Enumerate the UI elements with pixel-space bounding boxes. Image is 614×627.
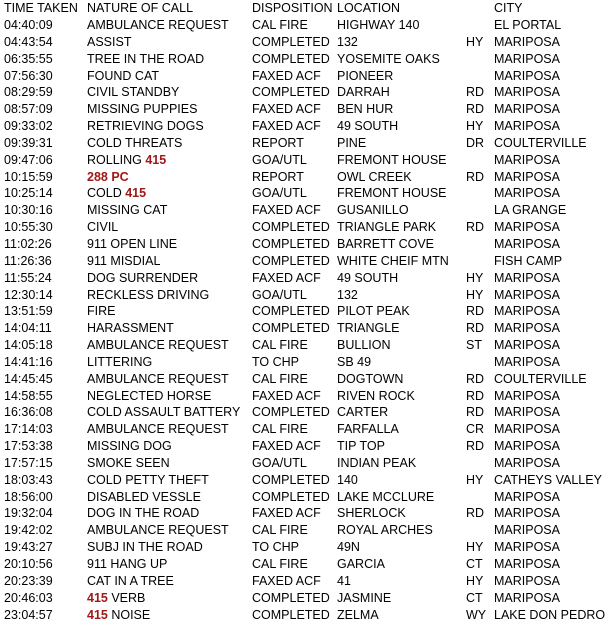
street-suffix-cell: CT xyxy=(466,590,483,605)
time-cell: 06:35:55 xyxy=(4,51,53,66)
location-cell: ROYAL ARCHES xyxy=(337,523,433,538)
location-cell: BEN HUR xyxy=(337,102,394,117)
time-cell: 18:03:43 xyxy=(4,472,53,487)
table-row xyxy=(4,522,614,539)
table-row xyxy=(4,287,614,304)
nature-text: DISABLED VESSLE xyxy=(87,489,201,504)
table-row xyxy=(4,472,614,489)
nature-cell xyxy=(87,185,146,202)
table-row xyxy=(4,573,614,590)
table-row xyxy=(4,17,614,34)
time-cell: 14:58:55 xyxy=(4,388,53,403)
street-suffix-cell: DR xyxy=(466,135,485,150)
time-cell: 19:43:27 xyxy=(4,540,53,555)
table-row xyxy=(4,185,614,202)
disposition-cell: TO CHP xyxy=(252,540,299,555)
table-row xyxy=(4,152,614,169)
disposition-cell: FAXED ACF xyxy=(252,270,321,285)
location-cell: TRIANGLE PARK xyxy=(337,220,437,235)
city-cell: LAKE DON PEDRO xyxy=(494,607,606,622)
table-row xyxy=(4,169,614,186)
city-cell: MARIPOSA xyxy=(494,321,560,336)
table-row xyxy=(4,388,614,405)
location-cell: DOGTOWN xyxy=(337,371,404,386)
nature-cell xyxy=(87,169,129,186)
nature-text: SUBJ IN THE ROAD xyxy=(87,540,203,555)
disposition-cell: COMPLETED xyxy=(252,85,330,100)
street-suffix-cell: RD xyxy=(466,439,485,454)
location-cell: PILOT PEAK xyxy=(337,304,410,319)
nature-text: DOG SURRENDER xyxy=(87,270,199,285)
disposition-cell: COMPLETED xyxy=(252,34,330,49)
table-row xyxy=(4,371,614,388)
table-row xyxy=(4,219,614,236)
nature-text: VERB xyxy=(107,590,146,605)
table-row xyxy=(4,202,614,219)
nature-text: RETRIEVING DOGS xyxy=(87,119,204,134)
disposition-cell: COMPLETED xyxy=(252,220,330,235)
city-cell: MARIPOSA xyxy=(494,287,560,302)
nature-text: CIVIL STANDBY xyxy=(87,85,180,100)
location-cell: 132 xyxy=(337,287,358,302)
time-cell: 11:26:36 xyxy=(4,253,52,268)
nature-text: RECKLESS DRIVING xyxy=(87,287,210,302)
disposition-cell: CAL FIRE xyxy=(252,338,308,353)
disposition-cell: COMPLETED xyxy=(252,51,330,66)
disposition-cell: CAL FIRE xyxy=(252,557,308,571)
nature-cell xyxy=(87,303,115,320)
code-highlight: 415 xyxy=(87,607,108,622)
street-suffix-cell: RD xyxy=(466,102,485,117)
street-suffix-cell: CT xyxy=(466,557,483,571)
time-cell: 04:40:09 xyxy=(4,18,53,32)
city-cell: MARIPOSA xyxy=(494,354,560,369)
location-cell: CARTER xyxy=(337,405,389,420)
location-cell: LAKE MCCLURE xyxy=(337,489,435,504)
location-cell: PIONEER xyxy=(337,68,394,83)
location-cell: 41 xyxy=(337,573,351,588)
log-rows xyxy=(4,17,614,623)
city-cell: MARIPOSA xyxy=(494,405,560,420)
city-cell: MARIPOSA xyxy=(494,169,560,184)
time-cell: 23:04:57 xyxy=(4,607,53,622)
nature-cell xyxy=(87,388,211,405)
city-cell: COULTERVILLE xyxy=(494,135,587,150)
time-cell: 17:14:03 xyxy=(4,422,53,437)
time-cell: 14:04:11 xyxy=(4,321,52,336)
city-cell: MARIPOSA xyxy=(494,557,560,571)
nature-cell xyxy=(87,202,167,219)
nature-text: COLD THREATS xyxy=(87,135,183,150)
street-suffix-cell: RD xyxy=(466,405,485,420)
nature-text: NOISE xyxy=(107,607,151,622)
location-cell: BARRETT COVE xyxy=(337,236,435,251)
nature-text: AMBULANCE REQUEST xyxy=(87,371,229,386)
nature-cell xyxy=(87,421,229,438)
header-row xyxy=(4,0,614,17)
disposition-cell: GOA/UTL xyxy=(252,186,307,201)
nature-text: AMBULANCE REQUEST xyxy=(87,523,229,538)
nature-text: CAT IN A TREE xyxy=(87,573,174,588)
nature-text: NEGLECTED HORSE xyxy=(87,388,212,403)
city-cell: MARIPOSA xyxy=(494,186,560,201)
city-cell: MARIPOSA xyxy=(494,102,560,117)
street-suffix-cell: RD xyxy=(466,371,485,386)
header-nature: NATURE OF CALL xyxy=(87,1,194,15)
nature-text: SMOKE SEEN xyxy=(87,455,170,470)
time-cell: 17:57:15 xyxy=(4,455,53,470)
nature-cell xyxy=(87,337,229,354)
city-cell: MARIPOSA xyxy=(494,220,560,235)
time-cell: 09:47:06 xyxy=(4,152,53,167)
code-highlight: 288 PC xyxy=(87,169,129,184)
street-suffix-cell: RD xyxy=(466,321,485,336)
city-cell: MARIPOSA xyxy=(494,523,560,538)
time-cell: 04:43:54 xyxy=(4,34,53,49)
location-cell: SB 49 xyxy=(337,354,372,369)
code-highlight: 415 xyxy=(125,186,147,201)
table-row xyxy=(4,135,614,152)
city-cell: MARIPOSA xyxy=(494,270,560,285)
table-row xyxy=(4,253,614,270)
time-cell: 09:39:31 xyxy=(4,135,53,150)
header-disposition: DISPOSITION xyxy=(252,1,333,15)
nature-cell xyxy=(87,236,177,253)
nature-cell xyxy=(87,556,167,573)
street-suffix-cell: RD xyxy=(466,304,485,319)
city-cell: MARIPOSA xyxy=(494,85,560,100)
nature-text: ASSIST xyxy=(87,34,132,49)
table-row xyxy=(4,489,614,506)
disposition-cell: FAXED ACF xyxy=(252,203,321,218)
nature-cell xyxy=(87,505,199,522)
nature-cell xyxy=(87,135,182,152)
nature-cell xyxy=(87,320,174,337)
street-suffix-cell: RD xyxy=(466,388,485,403)
nature-cell xyxy=(87,472,209,489)
disposition-cell: CAL FIRE xyxy=(252,422,308,437)
disposition-cell: GOA/UTL xyxy=(252,152,307,167)
city-cell: MARIPOSA xyxy=(494,439,560,454)
nature-cell xyxy=(87,68,159,85)
nature-cell xyxy=(87,287,209,304)
header-location: LOCATION xyxy=(337,1,400,15)
location-cell: FARFALLA xyxy=(337,422,399,437)
city-cell: MARIPOSA xyxy=(494,34,560,49)
location-cell: GUSANILLO xyxy=(337,203,409,218)
nature-text: CIVIL xyxy=(87,220,119,235)
street-suffix-cell: WY xyxy=(466,607,487,622)
nature-cell xyxy=(87,118,204,135)
table-row xyxy=(4,236,614,253)
nature-cell xyxy=(87,354,152,371)
header-city: CITY xyxy=(494,1,523,15)
city-cell: COULTERVILLE xyxy=(494,371,587,386)
time-cell: 11:55:24 xyxy=(4,270,52,285)
nature-text: FIRE xyxy=(87,304,116,319)
time-cell: 14:41:16 xyxy=(4,354,53,369)
city-cell: MARIPOSA xyxy=(494,590,560,605)
location-cell: 49N xyxy=(337,540,360,555)
nature-cell xyxy=(87,404,240,421)
disposition-cell: COMPLETED xyxy=(252,321,330,336)
table-row xyxy=(4,68,614,85)
nature-text: AMBULANCE REQUEST xyxy=(87,422,229,437)
nature-cell xyxy=(87,84,179,101)
disposition-cell: FAXED ACF xyxy=(252,573,321,588)
table-row xyxy=(4,421,614,438)
nature-cell xyxy=(87,607,150,624)
time-cell: 10:30:16 xyxy=(4,203,53,218)
location-cell: FREMONT HOUSE xyxy=(337,152,447,167)
street-suffix-cell: CR xyxy=(466,422,485,437)
nature-text: DOG IN THE ROAD xyxy=(87,506,200,521)
city-cell: MARIPOSA xyxy=(494,338,560,353)
time-cell: 08:29:59 xyxy=(4,85,53,100)
disposition-cell: COMPLETED xyxy=(252,304,330,319)
location-cell: WHITE CHEIF MTN xyxy=(337,253,449,268)
location-cell: JASMINE xyxy=(337,590,392,605)
nature-cell xyxy=(87,438,172,455)
nature-cell xyxy=(87,219,118,236)
nature-cell xyxy=(87,152,166,169)
table-row xyxy=(4,118,614,135)
location-cell: 140 xyxy=(337,472,358,487)
city-cell: MARIPOSA xyxy=(494,51,560,66)
city-cell: MARIPOSA xyxy=(494,455,560,470)
city-cell: MARIPOSA xyxy=(494,236,560,251)
nature-text: MISSING CAT xyxy=(87,203,168,218)
street-suffix-cell: HY xyxy=(466,573,484,588)
city-cell: MARIPOSA xyxy=(494,489,560,504)
disposition-cell: COMPLETED xyxy=(252,607,330,622)
street-suffix-cell: HY xyxy=(466,270,484,285)
time-cell: 10:25:14 xyxy=(4,186,53,201)
time-cell: 09:33:02 xyxy=(4,119,53,134)
time-cell: 16:36:08 xyxy=(4,405,53,420)
disposition-cell: COMPLETED xyxy=(252,489,330,504)
city-cell: MARIPOSA xyxy=(494,573,560,588)
location-cell: INDIAN PEAK xyxy=(337,455,417,470)
time-cell: 10:15:59 xyxy=(4,169,53,184)
time-cell: 18:56:00 xyxy=(4,489,53,504)
table-row xyxy=(4,590,614,607)
table-row xyxy=(4,34,614,51)
disposition-cell: COMPLETED xyxy=(252,472,330,487)
table-row xyxy=(4,404,614,421)
disposition-cell: FAXED ACF xyxy=(252,388,321,403)
disposition-cell: COMPLETED xyxy=(252,405,330,420)
table-row xyxy=(4,337,614,354)
location-cell: TRIANGLE xyxy=(337,321,400,336)
time-cell: 12:30:14 xyxy=(4,287,53,302)
street-suffix-cell: ST xyxy=(466,338,482,353)
time-cell: 19:42:02 xyxy=(4,523,53,538)
disposition-cell: FAXED ACF xyxy=(252,68,321,83)
time-cell: 07:56:30 xyxy=(4,68,53,83)
city-cell: MARIPOSA xyxy=(494,304,560,319)
nature-text: 911 HANG UP xyxy=(87,557,168,571)
disposition-cell: COMPLETED xyxy=(252,253,330,268)
location-cell: RIVEN ROCK xyxy=(337,388,415,403)
city-cell: MARIPOSA xyxy=(494,152,560,167)
street-suffix-cell: RD xyxy=(466,220,485,235)
nature-cell xyxy=(87,34,131,51)
location-cell: PINE xyxy=(337,135,367,150)
disposition-cell: FAXED ACF xyxy=(252,119,321,134)
disposition-cell: GOA/UTL xyxy=(252,287,307,302)
disposition-cell: GOA/UTL xyxy=(252,455,307,470)
time-cell: 17:53:38 xyxy=(4,439,53,454)
disposition-cell: COMPLETED xyxy=(252,236,330,251)
location-cell: 132 xyxy=(337,34,358,49)
time-cell: 19:32:04 xyxy=(4,506,53,521)
nature-cell xyxy=(87,489,201,506)
table-row xyxy=(4,505,614,522)
table-row xyxy=(4,455,614,472)
time-cell: 20:10:56 xyxy=(4,557,53,571)
code-highlight: 415 xyxy=(145,152,167,167)
disposition-cell: REPORT xyxy=(252,169,304,184)
disposition-cell: CAL FIRE xyxy=(252,523,308,538)
nature-text: HARASSMENT xyxy=(87,321,174,336)
time-cell: 14:05:18 xyxy=(4,338,53,353)
code-highlight: 415 xyxy=(87,590,108,605)
disposition-cell: FAXED ACF xyxy=(252,102,321,117)
disposition-cell: FAXED ACF xyxy=(252,506,321,521)
location-cell: DARRAH xyxy=(337,85,390,100)
disposition-cell: FAXED ACF xyxy=(252,439,321,454)
time-cell: 20:46:03 xyxy=(4,590,53,605)
nature-text: COLD xyxy=(87,186,126,201)
table-row xyxy=(4,84,614,101)
location-cell: SHERLOCK xyxy=(337,506,406,521)
time-cell: 20:23:39 xyxy=(4,573,53,588)
street-suffix-cell: RD xyxy=(466,506,485,521)
call-log xyxy=(4,0,614,623)
location-cell: ZELMA xyxy=(337,607,379,622)
city-cell: MARIPOSA xyxy=(494,506,560,521)
city-cell: MARIPOSA xyxy=(494,68,560,83)
nature-text: COLD ASSAULT BATTERY xyxy=(87,405,241,420)
location-cell: 49 SOUTH xyxy=(337,119,399,134)
disposition-cell: REPORT xyxy=(252,135,304,150)
nature-cell xyxy=(87,573,174,590)
time-cell: 08:57:09 xyxy=(4,102,53,117)
nature-cell xyxy=(87,590,145,607)
location-cell: BULLION xyxy=(337,338,391,353)
disposition-cell: CAL FIRE xyxy=(252,18,308,32)
table-row xyxy=(4,320,614,337)
nature-text: FOUND CAT xyxy=(87,68,159,83)
street-suffix-cell: HY xyxy=(466,472,484,487)
city-cell: FISH CAMP xyxy=(494,253,563,268)
nature-text: 911 OPEN LINE xyxy=(87,236,178,251)
nature-cell xyxy=(87,253,160,270)
city-cell: MARIPOSA xyxy=(494,422,560,437)
location-cell: HIGHWAY 140 xyxy=(337,18,420,32)
street-suffix-cell: HY xyxy=(466,287,484,302)
city-cell: EL PORTAL xyxy=(494,18,562,32)
table-row xyxy=(4,438,614,455)
nature-cell xyxy=(87,371,229,388)
city-cell: MARIPOSA xyxy=(494,119,560,134)
nature-text: 911 MISDIAL xyxy=(87,253,161,268)
table-row xyxy=(4,539,614,556)
city-cell: CATHEYS VALLEY xyxy=(494,472,602,487)
nature-cell xyxy=(87,539,203,556)
table-row xyxy=(4,354,614,371)
header-time: TIME TAKEN xyxy=(4,1,78,15)
nature-text: AMBULANCE REQUEST xyxy=(87,18,229,32)
nature-cell xyxy=(87,17,229,34)
table-row xyxy=(4,556,614,573)
nature-cell xyxy=(87,522,229,539)
nature-text: COLD PETTY THEFT xyxy=(87,472,209,487)
nature-cell xyxy=(87,455,170,472)
location-cell: OWL CREEK xyxy=(337,169,412,184)
table-row xyxy=(4,303,614,320)
street-suffix-cell: HY xyxy=(466,119,484,134)
location-cell: 49 SOUTH xyxy=(337,270,399,285)
nature-text: ROLLING xyxy=(87,152,146,167)
nature-text: MISSING PUPPIES xyxy=(87,102,198,117)
time-cell: 11:02:26 xyxy=(4,236,52,251)
street-suffix-cell: RD xyxy=(466,169,485,184)
time-cell: 10:55:30 xyxy=(4,220,53,235)
nature-cell xyxy=(87,270,198,287)
street-suffix-cell: HY xyxy=(466,34,484,49)
location-cell: GARCIA xyxy=(337,557,385,571)
disposition-cell: TO CHP xyxy=(252,354,299,369)
street-suffix-cell: RD xyxy=(466,85,485,100)
table-row xyxy=(4,51,614,68)
city-cell: MARIPOSA xyxy=(494,388,560,403)
street-suffix-cell: HY xyxy=(466,540,484,555)
nature-cell xyxy=(87,101,197,118)
location-cell: FREMONT HOUSE xyxy=(337,186,447,201)
table-row xyxy=(4,101,614,118)
table-row xyxy=(4,607,614,624)
location-cell: TIP TOP xyxy=(337,439,385,454)
nature-text: AMBULANCE REQUEST xyxy=(87,338,229,353)
nature-text: TREE IN THE ROAD xyxy=(87,51,205,66)
city-cell: MARIPOSA xyxy=(494,540,560,555)
disposition-cell: COMPLETED xyxy=(252,590,330,605)
nature-text: LITTERING xyxy=(87,354,153,369)
location-cell: YOSEMITE OAKS xyxy=(337,51,440,66)
city-cell: LA GRANGE xyxy=(494,203,567,218)
nature-text: MISSING DOG xyxy=(87,439,172,454)
time-cell: 13:51:59 xyxy=(4,304,53,319)
nature-cell xyxy=(87,51,204,68)
table-row xyxy=(4,270,614,287)
disposition-cell: CAL FIRE xyxy=(252,371,308,386)
time-cell: 14:45:45 xyxy=(4,371,53,386)
